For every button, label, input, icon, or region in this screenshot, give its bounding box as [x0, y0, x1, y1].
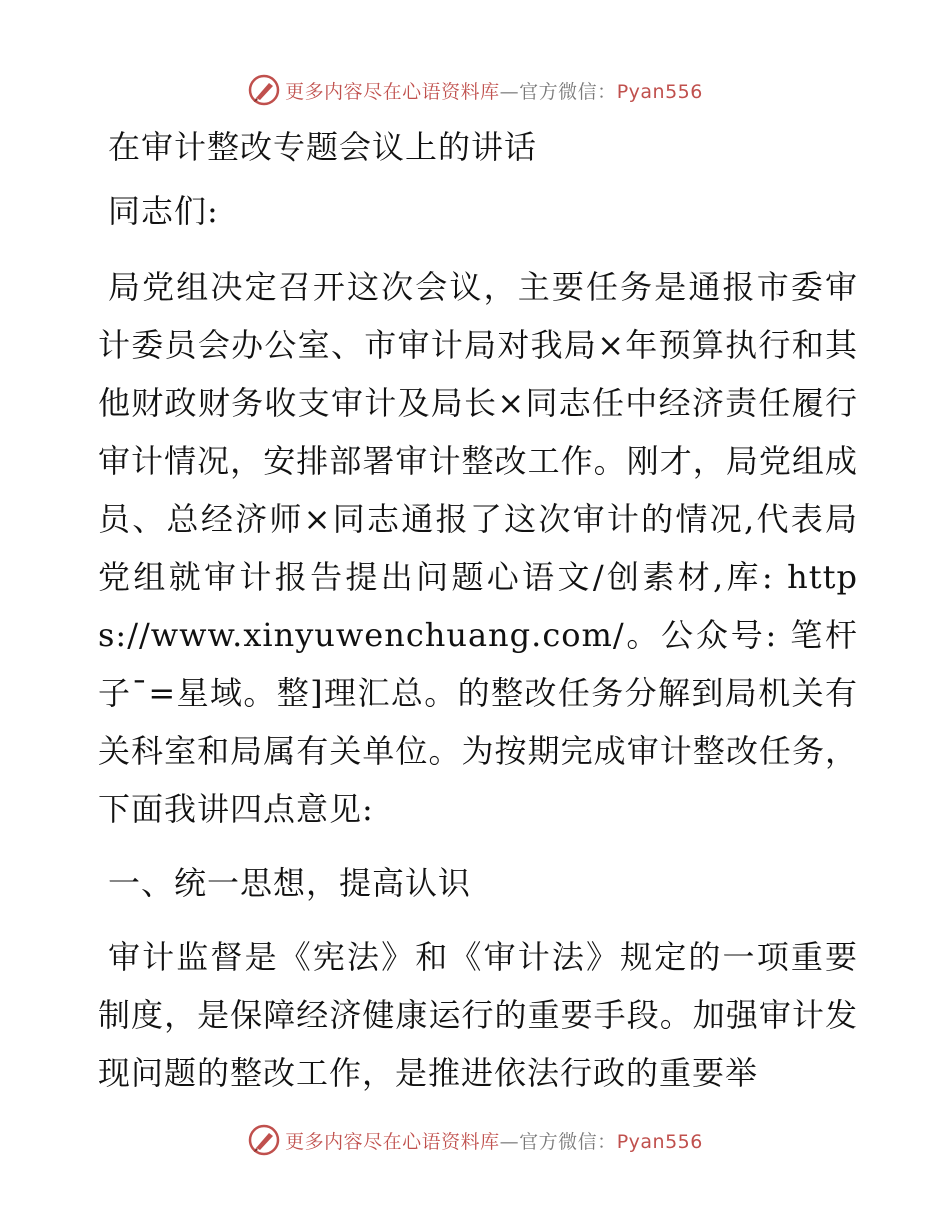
watermark-text	[285, 1127, 703, 1154]
watermark-sub: 官方微信：	[519, 1130, 617, 1153]
pen-logo-icon	[247, 73, 281, 107]
watermark-separator: —	[499, 80, 520, 103]
watermark-text	[285, 77, 703, 104]
watermark-wechat: Pyan556	[616, 1130, 703, 1153]
section-heading-1: 一、统一思想，提高认识	[108, 864, 472, 902]
header-watermark	[0, 70, 950, 110]
watermark-wechat: Pyan556	[616, 80, 703, 103]
document-title: 在审计整改专题会议上的讲话	[108, 128, 538, 166]
document-body	[98, 118, 858, 1118]
paragraph-2: 审计监督是《宪法》和《审计法》规定的一项重要制度，是保障经济健康运行的重要手段。加强审计发现问题的整改工作，是推进依法行政的重要举	[98, 938, 858, 1092]
watermark-separator: —	[499, 1130, 520, 1153]
footer-watermark	[0, 1120, 950, 1160]
paragraph-1: 局党组决定召开这次会议，主要任务是通报市委审计委员会办公室、市审计局对我局×年预算执行和其他财政财务收支审计及局长×同志任中经济责任履行审计情况，安排部署审计整改工作。刚才，局党组成员、总经济师×同志通报了这次审计的情况,代表局党组就审计报告提出问题心语文/创素材,库: https://www.xinyuwenchuang.com/。公众号: 笔杆子¯=星域。整]理汇总。的整改任务分解到局机关有关科室和局属有关单位。为按期完成审计整改任务，下面我讲四点意见:	[98, 268, 858, 828]
watermark-main: 更多内容尽在心语资料库	[285, 80, 500, 103]
watermark-sub: 官方微信：	[519, 80, 617, 103]
salutation: 同志们:	[108, 192, 219, 230]
pen-logo-icon	[247, 1123, 281, 1157]
watermark-main: 更多内容尽在心语资料库	[285, 1130, 500, 1153]
